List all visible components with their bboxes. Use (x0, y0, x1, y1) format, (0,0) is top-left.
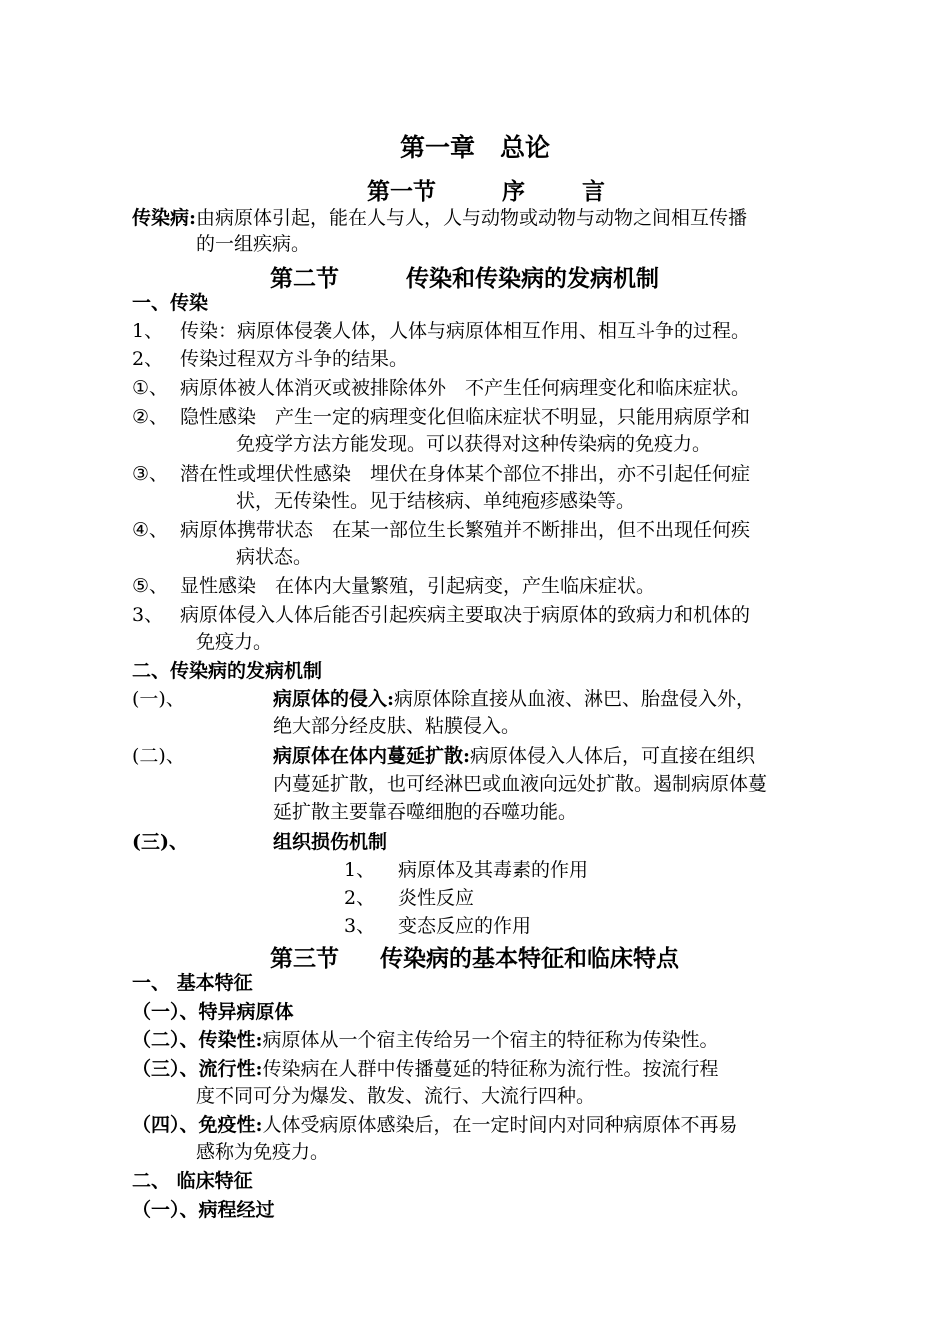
feature-heading: （四）、免疫性: (132, 1114, 263, 1136)
feature-text-continuation: 感称为免疫力。 (196, 1141, 330, 1163)
subheading-basic-features: 一、 基本特征 (132, 972, 253, 994)
item-body: 病原体除直接从血液、淋巴、胎盘侵入外， (394, 688, 756, 710)
feature-heading: （三）、流行性: (132, 1058, 263, 1080)
section-number: 第一节 (367, 178, 436, 205)
item-text-continuation: 内蔓延扩散，也可经淋巴或血液向远处扩散。遏制病原体蔓 (273, 773, 768, 795)
item-text (273, 743, 755, 769)
sub-item-text: 病原体及其毒素的作用 (398, 859, 589, 881)
item-heading: 病原体在体内蔓延扩散: (273, 745, 471, 767)
circled-number: ⑤、 (132, 575, 169, 597)
item-text: 传染：病原体侵袭人体，人体与病原体相互作用、相互斗争的过程。 (180, 320, 751, 342)
item-number: 3、 (132, 604, 164, 626)
feature-text-continuation: 度不同可分为爆发、散发、流行、大流行四种。 (196, 1085, 596, 1107)
feature-text: 人体受病原体感染后，在一定时间内对同种病原体不再易 (262, 1114, 738, 1136)
definition-continuation: 的一组疾病。 (196, 233, 311, 255)
item-text-continuation: 状，无传染性。见于结核病、单纯疱疹感染等。 (236, 490, 636, 512)
item-text-continuation: 延扩散主要靠吞噬细胞的吞噬功能。 (273, 801, 578, 823)
item-text-continuation: 免疫学方法方能发现。可以获得对这种传染病的免疫力。 (236, 433, 712, 455)
item-text-continuation: 绝大部分经皮肤、粘膜侵入。 (273, 715, 521, 737)
circled-number: ③、 (132, 463, 169, 485)
item-text: 潜在性或埋伏性感染 埋伏在身体某个部位不排出，亦不引起任何症 (180, 463, 751, 485)
feature-item: （一）、特异病原体 (132, 1001, 294, 1023)
feature-item (132, 1027, 719, 1053)
feature-text: 传染病在人群中传播蔓延的特征称为流行性。按流行程 (262, 1058, 719, 1080)
sub-item-number: 1、 (344, 859, 376, 881)
sub-item-number: 3、 (344, 915, 376, 937)
item-number: 2、 (132, 348, 164, 370)
feature-item (132, 1112, 738, 1138)
item-text: 隐性感染 产生一定的病理变化但临床症状不明显，只能用病原学和 (180, 406, 751, 428)
item-body: 病原体侵入人体后，可直接在组织 (470, 745, 756, 767)
item-text: 传染过程双方斗争的结果。 (180, 348, 409, 370)
item-number: (三)、 (132, 831, 188, 853)
sub-item-text: 炎性反应 (398, 887, 475, 909)
feature-item: （一）、病程经过 (132, 1199, 275, 1221)
item-number: 1、 (132, 320, 164, 342)
feature-heading: （二）、传染性: (132, 1029, 263, 1051)
item-number: (一)、 (132, 688, 185, 710)
definition-line (132, 205, 747, 231)
item-text: 病原体携带状态 在某一部位生长繁殖并不断排出，但不出现任何疾 (180, 519, 751, 541)
subheading-clinical-features: 二、 临床特征 (132, 1170, 253, 1192)
item-text-continuation: 免疫力。 (196, 631, 273, 653)
section-title: 传染和传染病的发病机制 (406, 265, 659, 292)
subheading-infection: 一、传染 (132, 292, 209, 314)
item-text (273, 686, 755, 712)
section-title-char: 序 (502, 178, 525, 205)
sub-item-number: 2、 (344, 887, 376, 909)
definition-text: 由病原体引起，能在人与人，人与动物或动物与动物之间相互传播 (196, 207, 748, 229)
item-text-continuation: 病状态。 (236, 546, 313, 568)
circled-number: ④、 (132, 519, 169, 541)
section-title-char: 言 (582, 178, 605, 205)
section-title: 传染病的基本特征和临床特点 (380, 945, 679, 972)
chapter-title: 第一章 总论 (399, 133, 550, 162)
section-number: 第三节 (270, 945, 339, 972)
item-number: (二)、 (132, 745, 185, 767)
item-text: 显性感染 在体内大量繁殖，引起病变，产生临床症状。 (180, 575, 656, 597)
item-text: 病原体侵入人体后能否引起疾病主要取决于病原体的致病力和机体的 (180, 604, 751, 626)
circled-number: ②、 (132, 406, 169, 428)
section-number: 第二节 (270, 265, 339, 292)
item-heading: 病原体的侵入: (273, 688, 395, 710)
sub-item-text: 变态反应的作用 (398, 915, 532, 937)
item-text: 病原体被人体消灭或被排除体外 不产生任何病理变化和临床症状。 (180, 377, 751, 399)
term-label: 传染病: (132, 207, 197, 229)
feature-text: 病原体从一个宿主传给另一个宿主的特征称为传染性。 (262, 1029, 719, 1051)
item-heading: 组织损伤机制 (273, 831, 388, 853)
subheading-mechanism: 二、传染病的发病机制 (132, 660, 323, 682)
circled-number: ①、 (132, 377, 169, 399)
feature-item (132, 1056, 719, 1082)
